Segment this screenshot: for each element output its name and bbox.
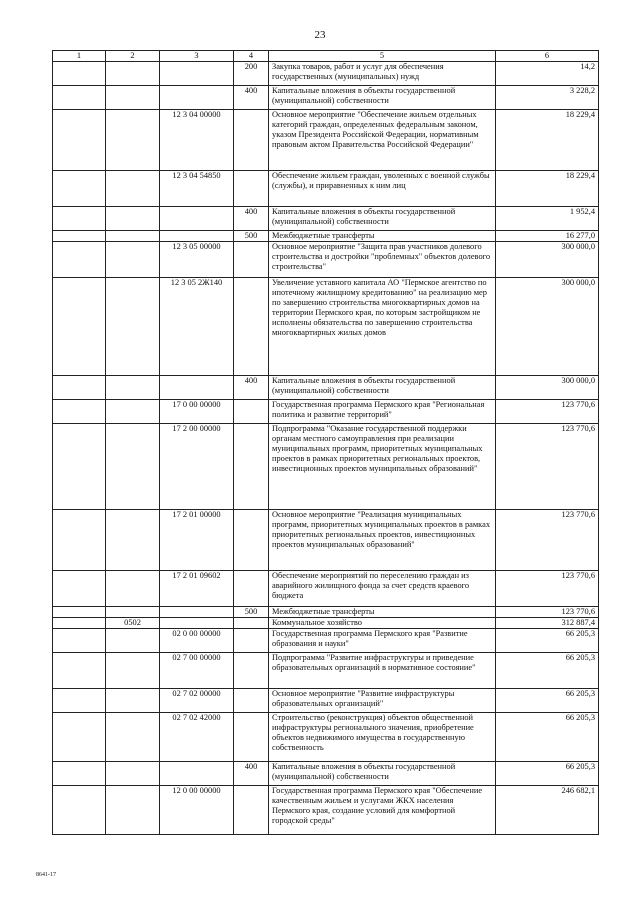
cell-amount: 3 228,2 (496, 86, 599, 110)
table-row (53, 607, 599, 618)
cell-description: Коммунальное хозяйство (269, 618, 496, 629)
cell-expense-type (234, 571, 269, 607)
cell-target-code: 12 3 04 00000 (160, 110, 234, 171)
cell-section-code (106, 400, 160, 424)
cell-expense-type (234, 242, 269, 278)
cell-target-code (160, 762, 234, 786)
cell-description: Основное мероприятие "Развитие инфраструктуры образовательных организаций" (269, 689, 496, 713)
cell-section-code (106, 278, 160, 376)
cell-expense-type: 200 (234, 62, 269, 86)
cell-amount: 18 229,4 (496, 110, 599, 171)
cell-col-1 (53, 689, 106, 713)
cell-amount: 16 277,0 (496, 231, 599, 242)
cell-target-code: 17 2 01 09602 (160, 571, 234, 607)
cell-amount: 123 770,6 (496, 424, 599, 510)
cell-description: Капитальные вложения в объекты государственной (муниципальной) собственности (269, 207, 496, 231)
table-row (53, 62, 599, 86)
cell-amount: 312 887,4 (496, 618, 599, 629)
cell-amount: 14,2 (496, 62, 599, 86)
table-row (53, 713, 599, 762)
cell-col-1 (53, 62, 106, 86)
cell-target-code (160, 207, 234, 231)
cell-col-1 (53, 786, 106, 835)
header-col-4: 4 (234, 51, 269, 62)
cell-description: Государственная программа Пермского края "Развитие образования и науки" (269, 629, 496, 653)
header-col-1: 1 (53, 51, 106, 62)
cell-section-code (106, 86, 160, 110)
cell-expense-type: 500 (234, 607, 269, 618)
cell-description: Обеспечение жильем граждан, уволенных с военной службы (службы), и приравненных к ним лиц (269, 171, 496, 207)
table-row (53, 629, 599, 653)
cell-expense-type (234, 171, 269, 207)
cell-description: Государственная программа Пермского края "Региональная политика и развитие территорий" (269, 400, 496, 424)
table-row (53, 618, 599, 629)
cell-amount: 66 205,3 (496, 762, 599, 786)
cell-section-code (106, 62, 160, 86)
cell-amount: 66 205,3 (496, 629, 599, 653)
cell-col-1 (53, 607, 106, 618)
cell-description: Межбюджетные трансферты (269, 607, 496, 618)
cell-col-1 (53, 376, 106, 400)
cell-amount: 123 770,6 (496, 400, 599, 424)
document-code: 8641-17 (36, 872, 56, 878)
cell-expense-type (234, 689, 269, 713)
table-row (53, 171, 599, 207)
cell-description: Капитальные вложения в объекты государственной (муниципальной) собственности (269, 762, 496, 786)
cell-target-code (160, 62, 234, 86)
cell-target-code (160, 376, 234, 400)
table-row (53, 376, 599, 400)
cell-target-code (160, 607, 234, 618)
table-row (53, 653, 599, 689)
budget-table (52, 50, 599, 835)
cell-amount: 300 000,0 (496, 278, 599, 376)
cell-expense-type (234, 786, 269, 835)
cell-description: Закупка товаров, работ и услуг для обеспечения государственных (муниципальных) нужд (269, 62, 496, 86)
cell-target-code: 17 0 00 00000 (160, 400, 234, 424)
cell-target-code: 12 0 00 00000 (160, 786, 234, 835)
header-col-6: 6 (496, 51, 599, 62)
cell-section-code (106, 786, 160, 835)
cell-target-code: 17 2 01 00000 (160, 510, 234, 571)
cell-col-1 (53, 653, 106, 689)
cell-amount: 123 770,6 (496, 607, 599, 618)
cell-amount: 66 205,3 (496, 689, 599, 713)
cell-target-code: 12 3 05 2Ж140 (160, 278, 234, 376)
cell-section-code (106, 571, 160, 607)
cell-section-code (106, 110, 160, 171)
cell-description: Основное мероприятие "Защита прав участников долевого строительства и достройки "проблемных" объектов долевого строительства" (269, 242, 496, 278)
cell-description: Подпрограмма "Развитие инфраструктуры и приведение образовательных организаций в нормативное состояние" (269, 653, 496, 689)
cell-amount: 300 000,0 (496, 242, 599, 278)
cell-description: Капитальные вложения в объекты государственной (муниципальной) собственности (269, 86, 496, 110)
cell-description: Обеспечение мероприятий по переселению граждан из аварийного жилищного фонда за счет средств краевого бюджета (269, 571, 496, 607)
cell-description: Основное мероприятие "Обеспечение жильем отдельных категорий граждан, определенных федеральным законом, указом Президента Российской Федерации, нормативным правовым актом Правительства Российской Федерации" (269, 110, 496, 171)
cell-section-code (106, 762, 160, 786)
cell-target-code: 02 7 00 00000 (160, 653, 234, 689)
cell-expense-type (234, 653, 269, 689)
cell-target-code: 02 7 02 42000 (160, 713, 234, 762)
cell-target-code: 12 3 04 54850 (160, 171, 234, 207)
header-col-2: 2 (106, 51, 160, 62)
cell-section-code: 0502 (106, 618, 160, 629)
table-row (53, 400, 599, 424)
cell-target-code (160, 618, 234, 629)
cell-col-1 (53, 86, 106, 110)
table-row (53, 510, 599, 571)
cell-amount: 123 770,6 (496, 571, 599, 607)
table-row (53, 689, 599, 713)
cell-expense-type: 400 (234, 376, 269, 400)
table-row (53, 110, 599, 171)
table-row (53, 231, 599, 242)
table-row (53, 278, 599, 376)
cell-col-1 (53, 400, 106, 424)
cell-description: Капитальные вложения в объекты государственной (муниципальной) собственности (269, 376, 496, 400)
cell-expense-type (234, 629, 269, 653)
cell-expense-type (234, 110, 269, 171)
cell-expense-type (234, 618, 269, 629)
cell-col-1 (53, 231, 106, 242)
cell-target-code: 17 2 00 00000 (160, 424, 234, 510)
cell-description: Основное мероприятие "Реализация муниципальных программ, приоритетных муниципальных проектов в рамках приоритетных региональных проектов, инвестиционных проектов муниципальных образований" (269, 510, 496, 571)
cell-col-1 (53, 629, 106, 653)
cell-section-code (106, 424, 160, 510)
cell-description: Строительство (реконструкция) объектов общественной инфраструктуры регионального значения, приобретение объектов недвижимого имущества в государственную собственность (269, 713, 496, 762)
cell-target-code: 12 3 05 00000 (160, 242, 234, 278)
cell-target-code: 02 7 02 00000 (160, 689, 234, 713)
cell-description: Межбюджетные трансферты (269, 231, 496, 242)
cell-section-code (106, 629, 160, 653)
cell-amount: 246 682,1 (496, 786, 599, 835)
cell-amount: 66 205,3 (496, 653, 599, 689)
table-row (53, 207, 599, 231)
cell-expense-type (234, 713, 269, 762)
cell-col-1 (53, 110, 106, 171)
table-row (53, 86, 599, 110)
cell-amount: 1 952,4 (496, 207, 599, 231)
cell-expense-type: 500 (234, 231, 269, 242)
cell-section-code (106, 376, 160, 400)
cell-expense-type: 400 (234, 762, 269, 786)
cell-amount: 300 000,0 (496, 376, 599, 400)
cell-section-code (106, 607, 160, 618)
table-header-row (53, 51, 599, 62)
cell-expense-type (234, 424, 269, 510)
cell-section-code (106, 171, 160, 207)
cell-target-code: 02 0 00 00000 (160, 629, 234, 653)
cell-description: Государственная программа Пермского края "Обеспечение качественным жильем и услугами ЖКХ населения Пермского края, создание условий для комфортной городской среды" (269, 786, 496, 835)
cell-section-code (106, 207, 160, 231)
cell-amount: 123 770,6 (496, 510, 599, 571)
cell-section-code (106, 653, 160, 689)
cell-section-code (106, 231, 160, 242)
cell-description: Увеличение уставного капитала АО "Пермское агентство по ипотечному жилищному кредитованию" на реализацию мер по завершению строительства многоквартирных домов на территории Пермского края, по которым застройщиком не исполнены обязательства по завершению строительства многоквартирных жилых домов (269, 278, 496, 376)
cell-col-1 (53, 278, 106, 376)
cell-section-code (106, 242, 160, 278)
table-row (53, 762, 599, 786)
cell-col-1 (53, 618, 106, 629)
cell-amount: 18 229,4 (496, 171, 599, 207)
cell-col-1 (53, 207, 106, 231)
table-row (53, 571, 599, 607)
cell-expense-type: 400 (234, 207, 269, 231)
header-col-5: 5 (269, 51, 496, 62)
cell-col-1 (53, 571, 106, 607)
cell-section-code (106, 689, 160, 713)
cell-col-1 (53, 762, 106, 786)
cell-expense-type (234, 400, 269, 424)
cell-col-1 (53, 424, 106, 510)
cell-target-code (160, 86, 234, 110)
cell-description: Подпрограмма "Оказание государственной поддержки органам местного самоуправления при реализации муниципальных программ, приоритетных муниципальных проектов в рамках приоритетных региональных проектов, инвестиционных проектов муниципальных образований" (269, 424, 496, 510)
table-row (53, 786, 599, 835)
cell-amount: 66 205,3 (496, 713, 599, 762)
budget-table-body (53, 51, 599, 835)
cell-section-code (106, 713, 160, 762)
cell-expense-type: 400 (234, 86, 269, 110)
cell-col-1 (53, 510, 106, 571)
header-col-3: 3 (160, 51, 234, 62)
cell-target-code (160, 231, 234, 242)
table-row (53, 424, 599, 510)
cell-expense-type (234, 278, 269, 376)
table-row (53, 242, 599, 278)
cell-col-1 (53, 242, 106, 278)
cell-section-code (106, 510, 160, 571)
page-number: 23 (314, 29, 326, 41)
cell-expense-type (234, 510, 269, 571)
cell-col-1 (53, 713, 106, 762)
cell-col-1 (53, 171, 106, 207)
